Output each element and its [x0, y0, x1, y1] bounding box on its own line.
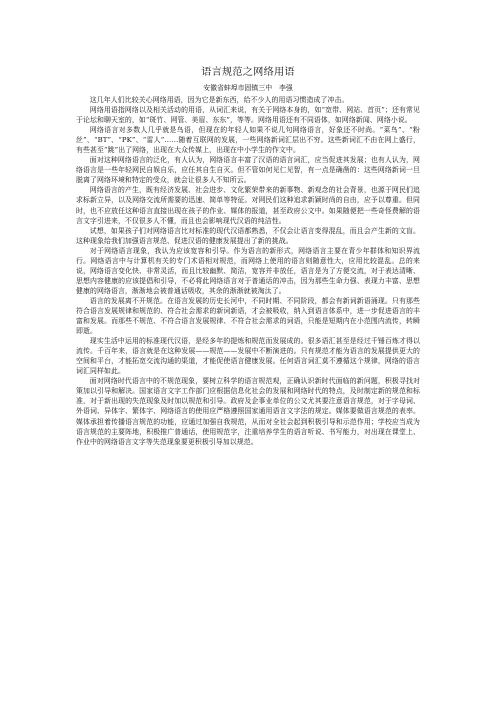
paragraph-10: 面对网络时代语言中的不规范现象，要树立科学的语言规范观，正确认识新时代面临的新问题，积极寻找对策加以引导和解决。国家语言文字工作部门应根据信息化社会的发展和网络时代的特点，及时制定新的规范和标准，对于新出现的失范现象及时加以规范和引导。政府及企事业单位的公文尤其要注意语言规范，对于字母词、外语词、异体字、繁体字、网络语言的使用应严格遵照国家通用语言文字法的规定。媒体要做语言规范的表率。媒体承担着传播语言规范的功能，应通过加强自我规范，从而对全社会起到积极引导和示范作用；学校应当成为语言规范的主要阵地，积极推广普通话，使用规范字，注重培养学生的语言听说、书写能力，对出现在课堂上、作业中的网络语言文字等失范现象要更积极引导加以规范。 [76, 377, 420, 446]
paragraph-8: 语言的发展离不开规范。在语言发展的历史长河中，不同时期、不同阶段，都会有新词新语涌现。只有那些符合语言发展规律和规范的、符合社会需求的新词新语，才会被吸收，纳入到语言体系中，进一步促进语言的丰富和发展。而那些不规范、不符合语言发展规律、不符合社会需求的词语，只能是短期内在小范围内流传，转瞬即逝。 [76, 296, 420, 336]
paragraph-1: 这几年人们比较关心网络用语，因为它是新东西，给不少人的用语习惯造成了冲击。 [89, 96, 349, 104]
paragraph-6: 试想，如果孩子们对网络语言比对标准的现代汉语都熟悉，不仅会让语言变得混乱，而且会产生新的文盲。这种现象给我们加强语言规范、促进汉语的健康发展提出了新的挑战。 [76, 226, 420, 245]
document-title: 语言规范之网络用语 [201, 67, 295, 78]
document-body [76, 66, 420, 447]
document-author: 安徽省蚌埠市固镇三中 李强 [203, 84, 293, 92]
paragraph-7: 对于网络语言现象，我认为应该宽容和引导。作为语言的新形式，网络语言主要在青少年群体和知识界流行。网络语言中与计算机有关的专门术语相对规范，而网络上使用的语言则随意性大，应用比较混乱。总的来说，网络语言变化快、非常灵活，而且比较幽默、简洁，宽容并非放任，语言是为了方便交流，对于表达清晰、思想内容健康的应该提倡和引导，不必将此网络语言对于普通话的冲击，因为那些生命力强、表现力丰富、思想健康的网络语言，渐渐地会被普通话吸收，其余的渐渐就被淘汰了。 [76, 246, 420, 295]
paragraph-5: 网络语言的产生，既有经济发展、社会进步、文化繁荣带来的新事物、新观念的社会背景，也源于网民们追求标新立异，以及网络交流所需要的迅速、简单等特征。对网民们这种追求新颖时尚的自由，应予以尊重。但同时，也不应放任这种语言直接出现在孩子的作业、媒体的报道，甚至政府公文中。如果随便把一些奇怪费解的语言文字引进来，不仅很多人不懂，而且也会影响现代汉语的纯洁性。 [76, 186, 420, 225]
paragraph-3: 网络语言对多数人几乎就是鸟语，但现在的年轻人如果不说几句网络语言，好象还不时尚。“菜鸟”、“粉丝”、“BT”、“PK”、“雷人”……随着互联网的发展，一些网络新词汇层出不穷。这些新词汇不由在网上盛行，有些甚至“跳”出了网络，出现在大众传媒上，出现在中小学生的作文中。 [76, 126, 420, 155]
paragraph-4: 面对这种网络语言的泛化，有人认为，网络语言丰富了汉语的语言词汇，应当促进其发展；也有人认为，网络语言是一些年轻网民自娱自乐，应任其自生自灭。但不管如何见仁见智，有一点是确凿的：这些网络新词一旦脱离了网络环境和特定的受众，就会让很多人不知所云。 [76, 156, 420, 185]
paragraph-9: 现实生活中运用的标准现代汉语，是经多年的提炼和规范而发展成的。很多语汇甚至是经过千锤百炼才得以流传。千百年来，语言就是在这种发展——规范——发展中不断演进的。只有规范才能为语言的发展提供更大的空间和平台，才能拓宽交流沟通的渠道，才能促使语言健康发展。任何语言词汇莫不遵循这个规律，网络的语言词汇同样如此。 [76, 337, 420, 376]
paragraph-2: 网络用语指网络以及相关活动的用语，从词汇来说，有关于网络本身的，如“宽带、网站、首页”；还有常见于论坛和聊天室的，如“斑竹、网管、美眉、东东”，等等。网络用语还有不同语体，如网络新闻、网络小说。 [76, 106, 420, 125]
